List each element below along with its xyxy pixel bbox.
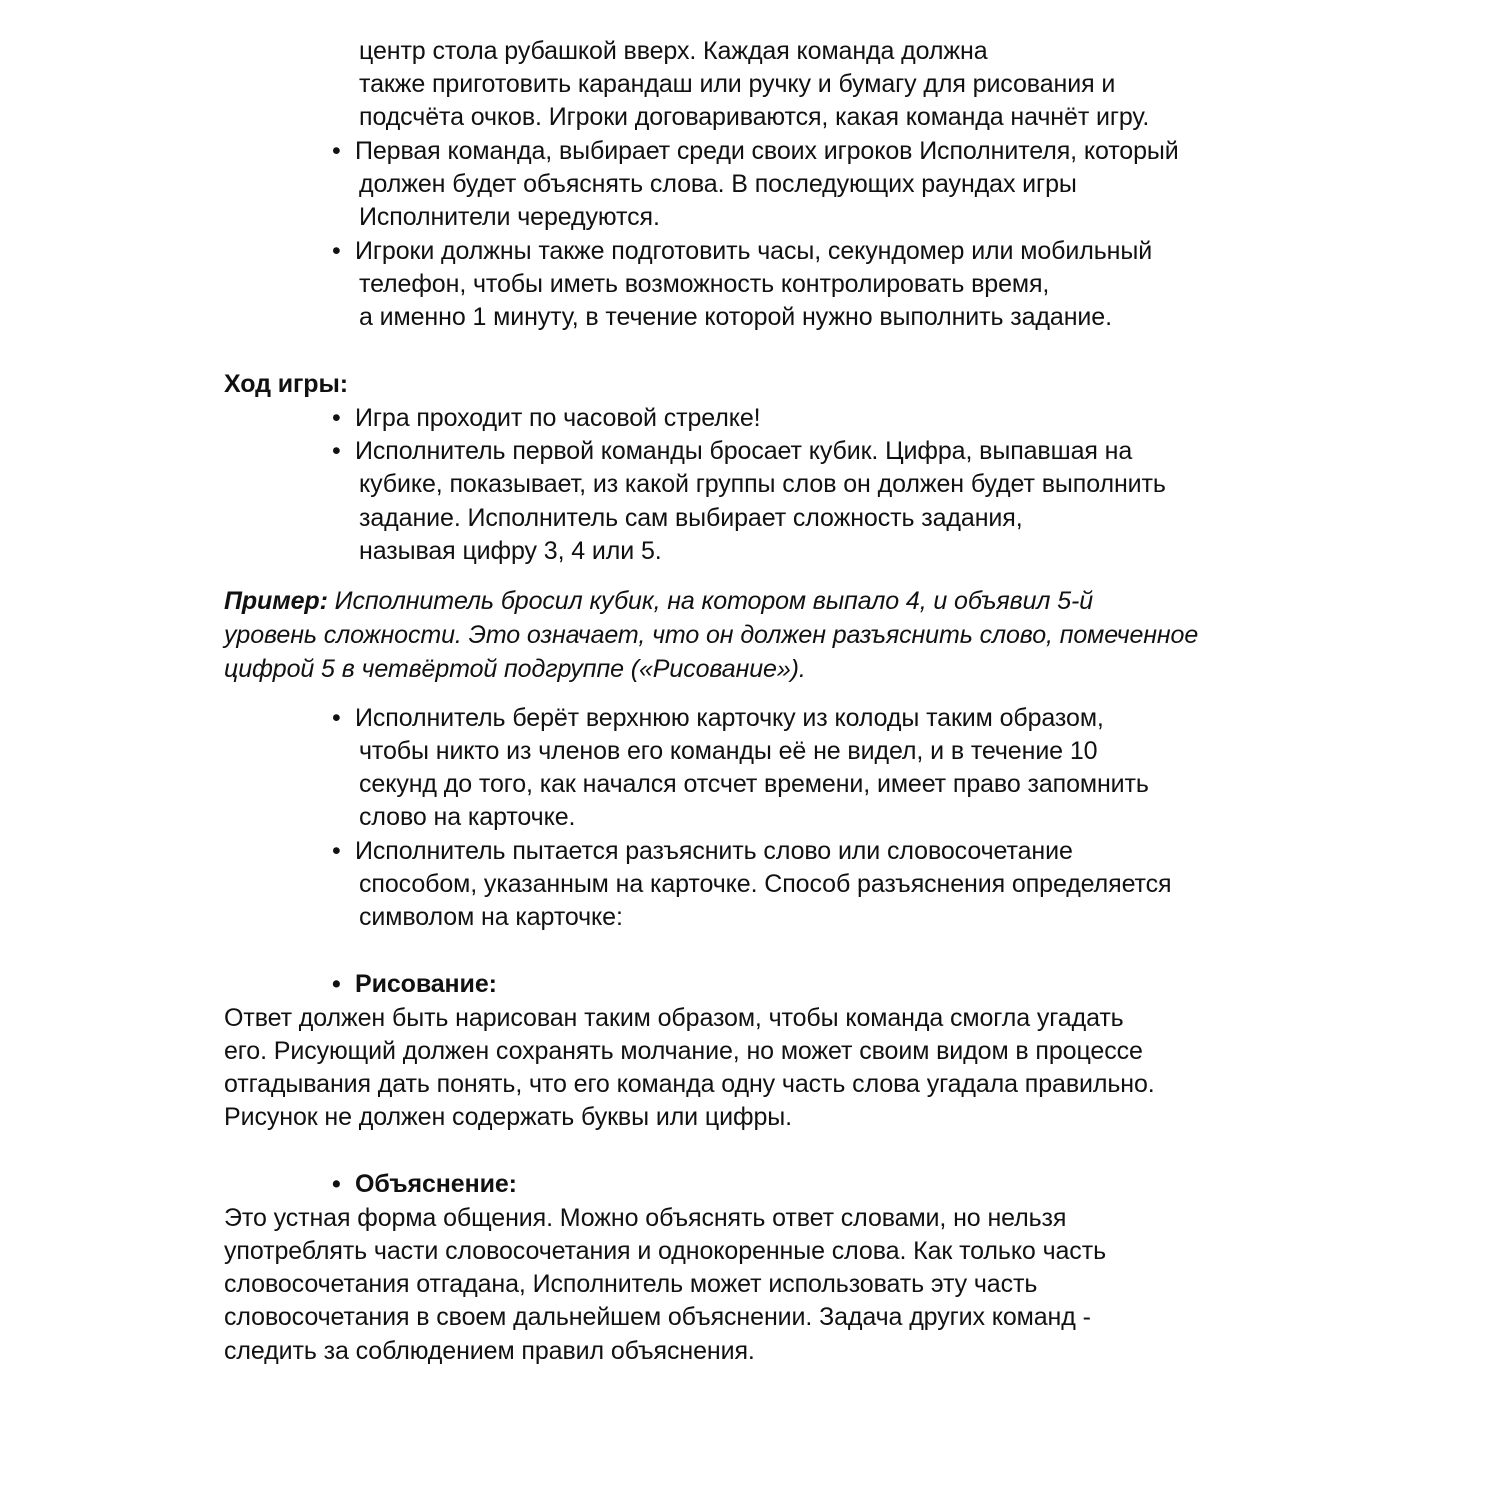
bullet-marker: • [332,1170,341,1198]
bullet-item-text: Игра проходит по часовой стрелке! [355,404,761,432]
bullet-item-text: а именно 1 минуту, в течение которой нужно выполнить задание. [359,303,1112,331]
paragraph-line: отгадывания дать понять, что его команда одну часть слова угадала правильно. [224,1070,1155,1098]
intro-line: подсчёта очков. Игроки договариваются, какая команда начнёт игру. [359,103,1150,131]
bullet-item-text: должен будет объяснять слова. В последующих раундах игры [359,170,1077,198]
bullet-item-text: Исполнитель первой команды бросает кубик. Цифра, выпавшая на [355,437,1133,465]
paragraph-line: словосочетания в своем дальнейшем объяснении. Задача других команд - [224,1303,1091,1331]
example-line [224,586,1093,616]
bullet-item-text: телефон, чтобы иметь возможность контролировать время, [359,270,1050,298]
example-label: Пример: [224,587,328,615]
bullet-item-text: Исполнитель пытается разъяснить слово или словосочетание [355,837,1073,865]
bullet-marker: • [332,137,341,165]
bullet-item-text: называя цифру 3, 4 или 5. [359,537,662,565]
subsection-heading-explanation: Объяснение: [355,1170,517,1198]
bullet-item-text: кубике, показывает, из какой группы слов он должен будет выполнить [359,470,1166,498]
bullet-item-text: Первая команда, выбирает среди своих игроков Исполнителя, который [355,137,1179,165]
bullet-item-text: Исполнители чередуются. [359,203,660,231]
subsection-heading-drawing: Рисование: [355,970,497,998]
example-text: Исполнитель бросил кубик, на котором выпало 4, и объявил 5-й [327,587,1094,615]
bullet-item-text: Игроки должны также подготовить часы, секундомер или мобильный [355,237,1153,265]
bullet-marker: • [332,437,341,465]
bullet-marker: • [332,404,341,432]
paragraph-line: словосочетания отгадана, Исполнитель может использовать эту часть [224,1270,1038,1298]
bullet-item-text: чтобы никто из членов его команды её не видел, и в течение 10 [359,737,1098,765]
bullet-item-text: Исполнитель берёт верхнюю карточку из колоды таким образом, [355,704,1104,732]
example-line: уровень сложности. Это означает, что он должен разъяснить слово, помеченное [224,621,1199,649]
bullet-marker: • [332,237,341,265]
paragraph-line: употреблять части словосочетания и однокоренные слова. Как только часть [224,1237,1106,1265]
section-heading: Ход игры: [224,370,348,398]
bullet-item-text: символом на карточке: [359,903,623,931]
intro-line: центр стола рубашкой вверх. Каждая команда должна [359,37,988,65]
bullet-marker: • [332,837,341,865]
paragraph-line: его. Рисующий должен сохранять молчание, но может своим видом в процессе [224,1037,1143,1065]
paragraph-line: Ответ должен быть нарисован таким образом, чтобы команда смогла угадать [224,1004,1124,1032]
bullet-marker: • [332,970,341,998]
bullet-marker: • [332,704,341,732]
example-line: цифрой 5 в четвёртой подгруппе («Рисование»). [224,655,806,683]
paragraph-line: Это устная форма общения. Можно объяснять ответ словами, но нельзя [224,1204,1067,1232]
paragraph-line: Рисунок не должен содержать буквы или цифры. [224,1103,792,1131]
bullet-item-text: секунд до того, как начался отсчет времени, имеет право запомнить [359,770,1149,798]
bullet-item-text: задание. Исполнитель сам выбирает сложность задания, [359,504,1023,532]
paragraph-line: следить за соблюдением правил объяснения. [224,1337,755,1365]
bullet-item-text: слово на карточке. [359,803,576,831]
bullet-item-text: способом, указанным на карточке. Способ разъяснения определяется [359,870,1172,898]
intro-line: также приготовить карандаш или ручку и бумагу для рисования и [359,70,1116,98]
